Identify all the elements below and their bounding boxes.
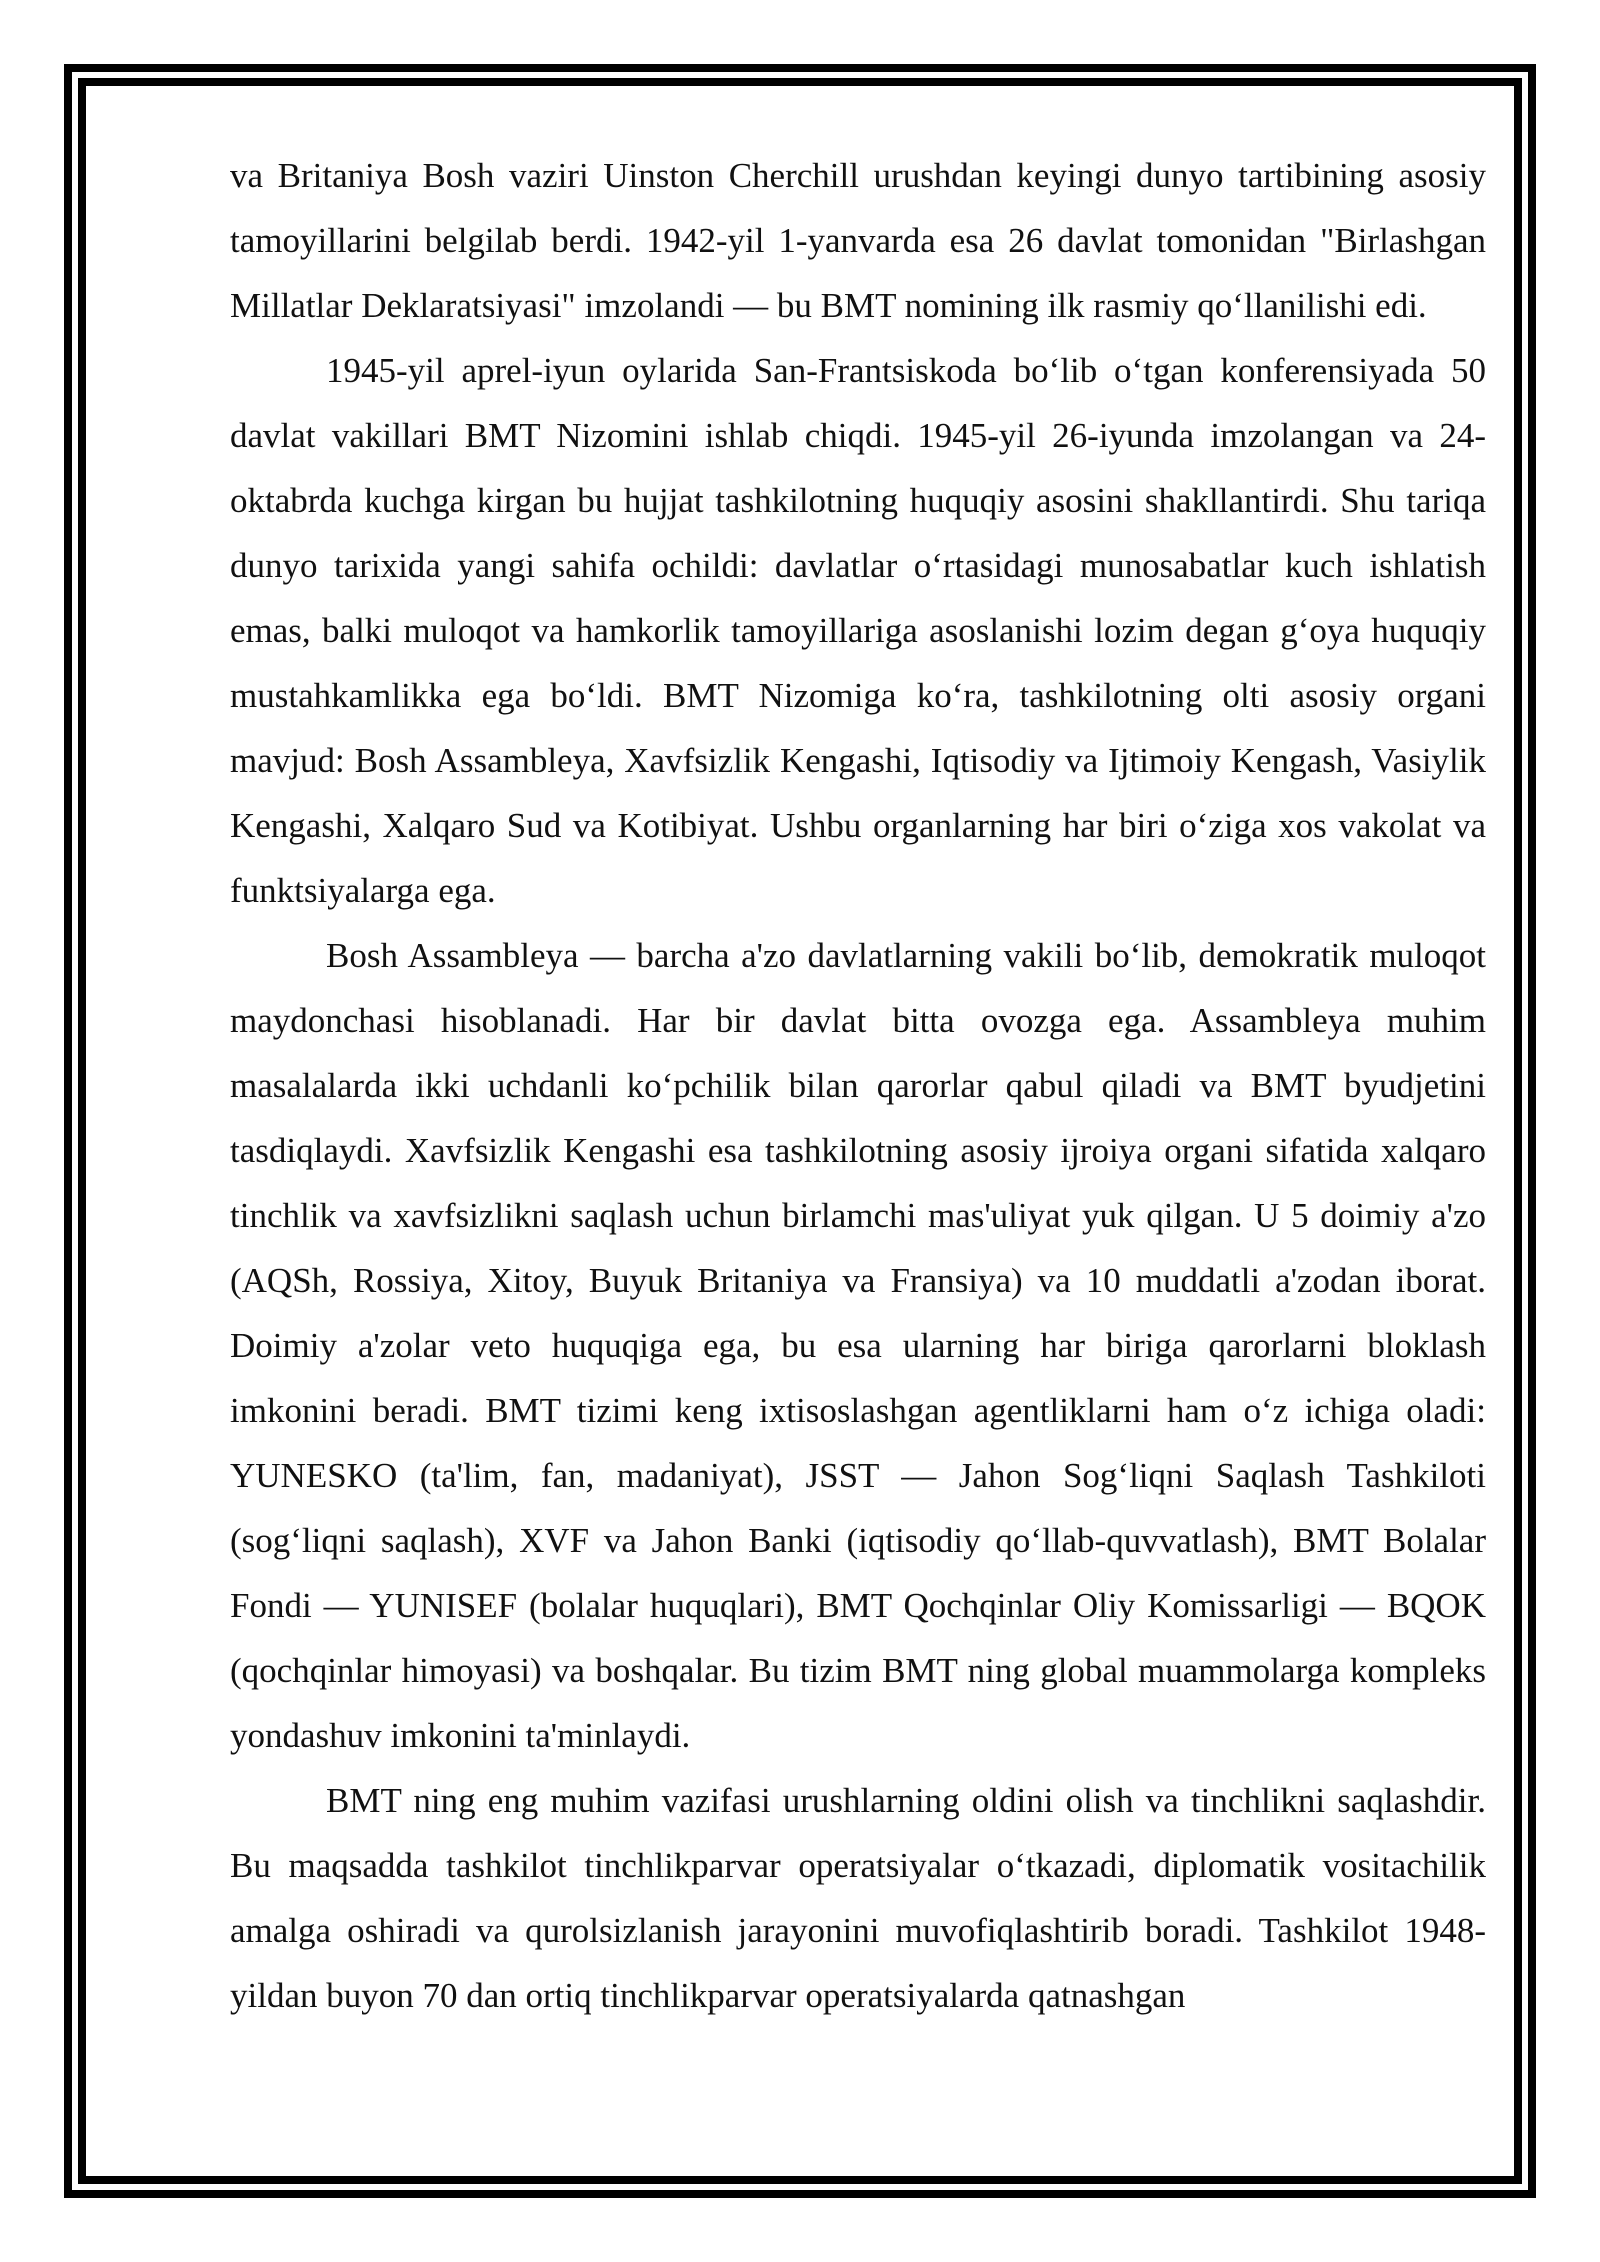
paragraph-san-francisco-conference: 1945-yil aprel-iyun oylarida San-Frantsiskoda bo‘lib o‘tgan konferensiyada 50 davlat vakillari BMT Nizomini ishlab chiqdi. 1945-yil 26-iyunda imzolangan va 24-oktabrda kuchga kirgan bu hujjat tashkilotning huquqiy asosini shakllantirdi. Shu tariqa dunyo tarixida yangi sahifa ochildi: davlatlar o‘rtasidagi munosabatlar kuch ishlatish emas, balki muloqot va hamkorlik tamoyillariga asoslanishi lozim degan g‘oya huquqiy mustahkamlikka ega bo‘ldi. BMT Nizomiga ko‘ra, tashkilotning olti asosiy organi mavjud: Bosh Assambleya, Xavfsizlik Kengashi, Iqtisodiy va Ijtimoiy Kengash, Vasiylik Kengashi, Xalqaro Sud va Kotibiyat. Ushbu organlarning har biri o‘ziga xos vakolat va funktsiyalarga ega. xyxy=(230,351,1486,910)
paragraph-peacekeeping: BMT ning eng muhim vazifasi urushlarning oldini olish va tinchlikni saqlashdir. Bu maqsadda tashkilot tinchlikparvar operatsiyalar o‘tkazadi, diplomatik vositachilik amalga oshiradi va qurolsizlanish jarayonini muvofiqlashtirib boradi. Tashkilot 1948-yildan buyon 70 dan ortiq tinchlikparvar operatsiyalarda qatnashgan xyxy=(230,1781,1486,2015)
document-body xyxy=(230,143,1486,2028)
paragraph-continuation: va Britaniya Bosh vaziri Uinston Cherchill urushdan keyingi dunyo tartibining asosiy tamoyillarini belgilab berdi. 1942-yil 1-yanvarda esa 26 davlat tomonidan "Birlashgan Millatlar Deklaratsiyasi" imzolandi — bu BMT nomining ilk rasmiy qo‘llanilishi edi. xyxy=(230,156,1486,325)
paragraph-general-assembly: Bosh Assambleya — barcha a'zo davlatlarning vakili bo‘lib, demokratik muloqot maydonchasi hisoblanadi. Har bir davlat bitta ovozga ega. Assambleya muhim masalalarda ikki uchdanli ko‘pchilik bilan qarorlar qabul qiladi va BMT byudjetini tasdiqlaydi. Xavfsizlik Kengashi esa tashkilotning asosiy ijroiya organi sifatida xalqaro tinchlik va xavfsizlikni saqlash uchun birlamchi mas'uliyat yuk qilgan. U 5 doimiy a'zo (AQSh, Rossiya, Xitoy, Buyuk Britaniya va Fransiya) va 10 muddatli a'zodan iborat. Doimiy a'zolar veto huquqiga ega, bu esa ularning har biriga qarorlarni bloklash imkonini beradi. BMT tizimi keng ixtisoslashgan agentliklarni ham o‘z ichiga oladi: YUNESKO (ta'lim, fan, madaniyat), JSST — Jahon Sog‘liqni Saqlash Tashkiloti (sog‘liqni saqlash), XVF va Jahon Banki (iqtisodiy qo‘llab-quvvatlash), BMT Bolalar Fondi — YUNISEF (bolalar huquqlari), BMT Qochqinlar Oliy Komissarligi — BQOK (qochqinlar himoyasi) va boshqalar. Bu tizim BMT ning global muammolarga kompleks yondashuv imkonini ta'minlaydi. xyxy=(230,936,1486,1755)
